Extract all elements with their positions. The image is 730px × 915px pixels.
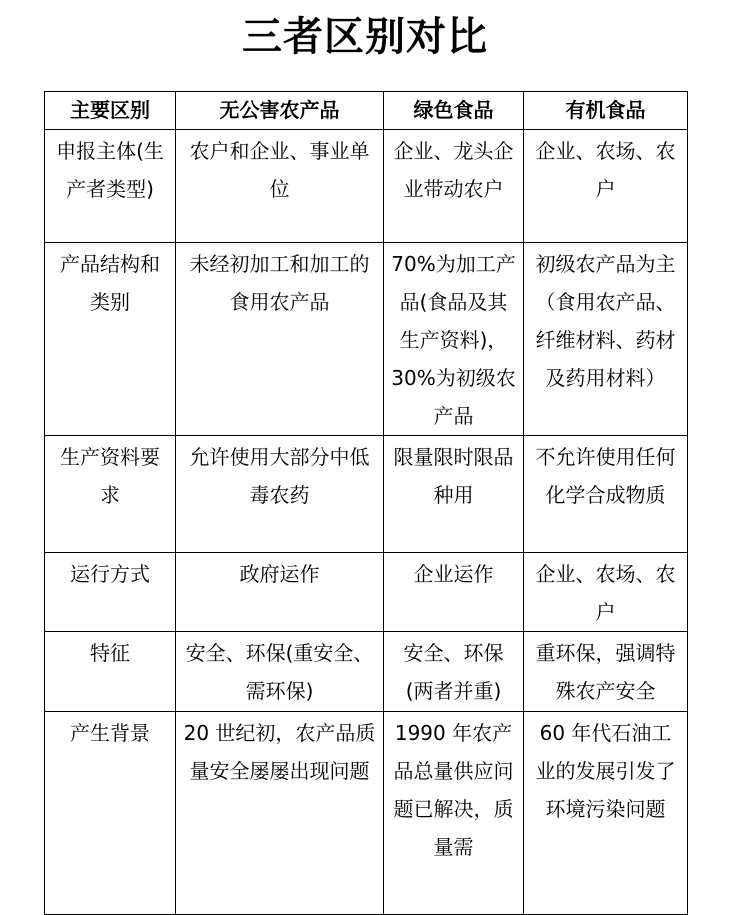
row-label-cell: 产品结构和类别 [45,243,176,436]
table-cell: 安全、环保(重安全、需环保) [176,632,384,712]
comparison-table [44,91,688,915]
table-cell: 未经初加工和加工的食用农产品 [176,243,384,436]
header-cell-green-food: 绿色食品 [384,92,524,130]
table-cell: 重环保，强调特殊农产安全 [524,632,688,712]
table-row [45,243,688,436]
table-cell: 70%为加工产品(食品及其生产资料)，30%为初级农产品 [384,243,524,436]
table-row [45,436,688,553]
table-cell: 限量限时限品种用 [384,436,524,553]
comparison-table-container [44,91,687,915]
table-row [45,632,688,712]
row-label-cell: 生产资料要求 [45,436,176,553]
table-cell: 60 年代石油工业的发展引发了环境污染问题 [524,712,688,915]
table-cell: 政府运作 [176,553,384,632]
table-cell: 允许使用大部分中低毒农药 [176,436,384,553]
table-cell: 企业、龙头企业带动农户 [384,130,524,243]
row-label-cell: 申报主体(生产者类型) [45,130,176,243]
table-row [45,712,688,915]
row-label-cell: 运行方式 [45,553,176,632]
header-row [45,92,688,130]
row-label-cell: 特征 [45,632,176,712]
table-cell: 企业、农场、农户 [524,130,688,243]
table-row [45,553,688,632]
page-title: 三者区别对比 [242,14,488,60]
table-cell: 初级农产品为主（食用农产品、纤维材料、药材及药用材料） [524,243,688,436]
header-cell-organic-food: 有机食品 [524,92,688,130]
table-row [45,130,688,243]
header-cell-pollution-free: 无公害农产品 [176,92,384,130]
header-cell-main-difference: 主要区别 [45,92,176,130]
table-cell: 企业、农场、农户 [524,553,688,632]
table-cell: 1990 年农产品总量供应问题已解决，质量需 [384,712,524,915]
table-cell: 不允许使用任何化学合成物质 [524,436,688,553]
table-cell: 20 世纪初，农产品质量安全屡屡出现问题 [176,712,384,915]
table-cell: 安全、环保(两者并重) [384,632,524,712]
table-cell: 农户和企业、事业单位 [176,130,384,243]
table-cell: 企业运作 [384,553,524,632]
row-label-cell: 产生背景 [45,712,176,915]
